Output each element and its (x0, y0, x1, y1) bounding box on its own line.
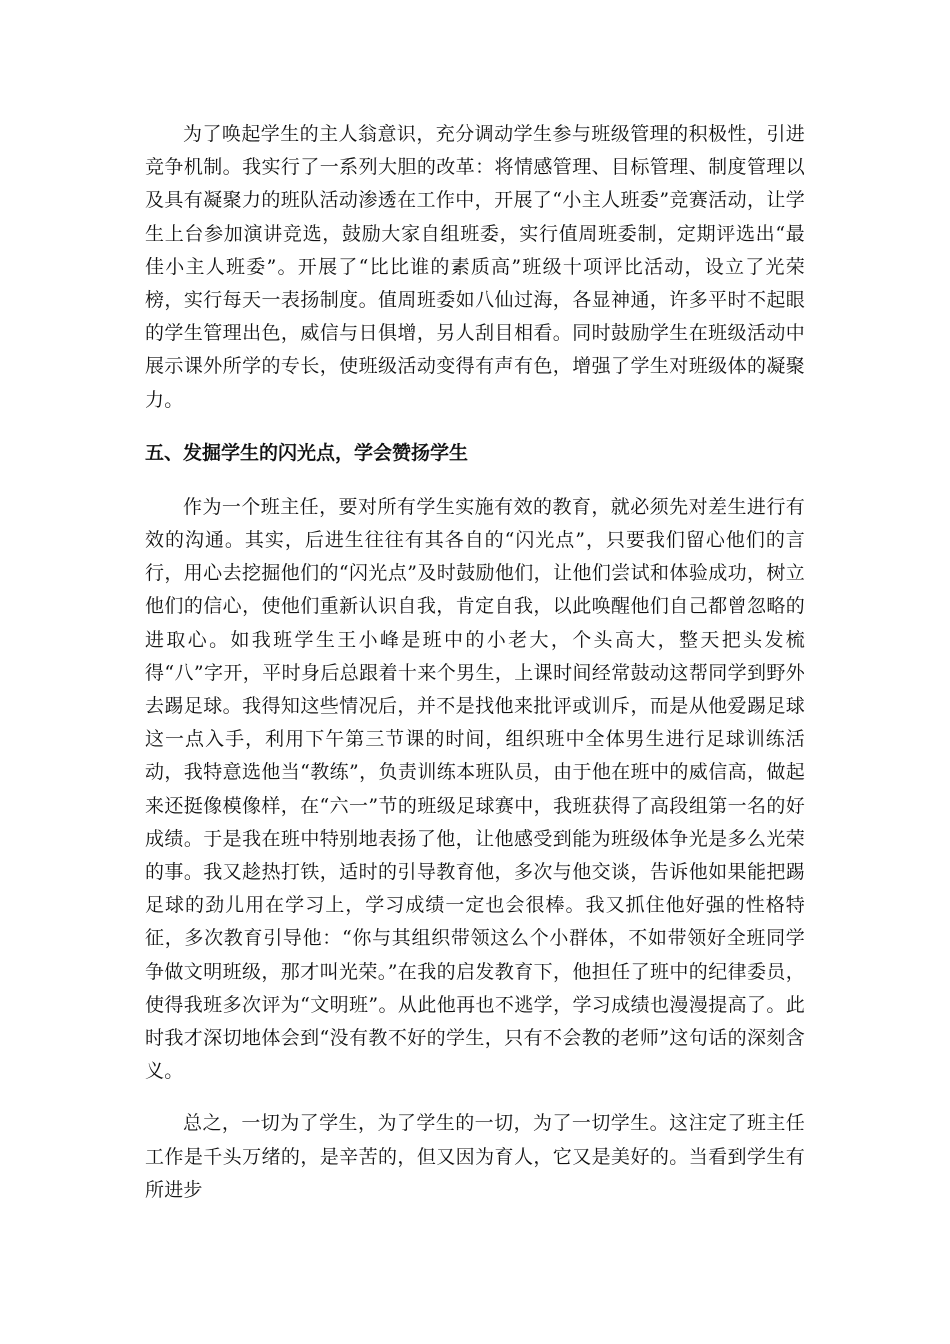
body-paragraph: 作为一个班主任，要对所有学生实施有效的教育，就必须先对差生进行有效的沟通。其实，后进生往往有其各自的“闪光点”，只要我们留心他们的言行，用心去挖掘他们的“闪光点”及时鼓励他们，让他们尝试和体验成功，树立他们的信心，使他们重新认识自我，肯定自我，以此唤醒他们自己都曾忽略的进取心。如我班学生王小峰是班中的小老大，个头高大，整天把头发梳得“八”字开，平时身后总跟着十来个男生，上课时间经常鼓动这帮同学到野外去踢足球。我得知这些情况后，并不是找他来批评或训斥，而是从他爱踢足球这一点入手，利用下午第三节课的时间，组织班中全体男生进行足球训练活动，我特意选他当“教练”，负责训练本班队员，由于他在班中的威信高，做起来还挺像模像样，在“六一”节的班级足球赛中，我班获得了高段组第一名的好成绩。于是我在班中特别地表扬了他，让他感受到能为班级体争光是多么光荣的事。我又趁热打铁，适时的引导教育他，多次与他交谈，告诉他如果能把踢足球的劲儿用在学习上，学习成绩一定也会很棒。我又抓住他好强的性格特征，多次教育引导他：“你与其组织带领这么个小群体，不如带领好全班同学争做文明班级，那才叫光荣。”在我的启发教育下，他担任了班中的纪律委员，使得我班多次评为“文明班”。从此他再也不逃学，学习成绩也漫漫提高了。此时我才深切地体会到“没有教不好的学生，只有不会教的老师”这句话的深刻含义。 (145, 495, 805, 1083)
document-page (145, 118, 805, 1207)
section-heading: 五、发掘学生的闪光点，学会赞扬学生 (145, 441, 469, 464)
body-paragraph: 为了唤起学生的主人翁意识，充分调动学生参与班级管理的积极性，引进竞争机制。我实行了一系列大胆的改革：将情感管理、目标管理、制度管理以及具有凝聚力的班队活动渗透在工作中，开展了“小主人班委”竞赛活动，让学生上台参加演讲竞选，鼓励大家自组班委，实行值周班委制，定期评选出“最佳小主人班委”。开展了“比比谁的素质高”班级十项评比活动，设立了光荣榜，实行每天一表扬制度。值周班委如八仙过海，各显神通，许多平时不起眼的学生管理出色，威信与日俱增，另人刮目相看。同时鼓励学生在班级活动中展示课外所学的专长，使班级活动变得有声有色，增强了学生对班级体的凝聚力。 (145, 123, 805, 411)
body-paragraph: 总之，一切为了学生，为了学生的一切，为了一切学生。这注定了班主任工作是千头万绪的，是辛苦的，但又因为育人，它又是美好的。当看到学生有所进步 (145, 1112, 805, 1201)
